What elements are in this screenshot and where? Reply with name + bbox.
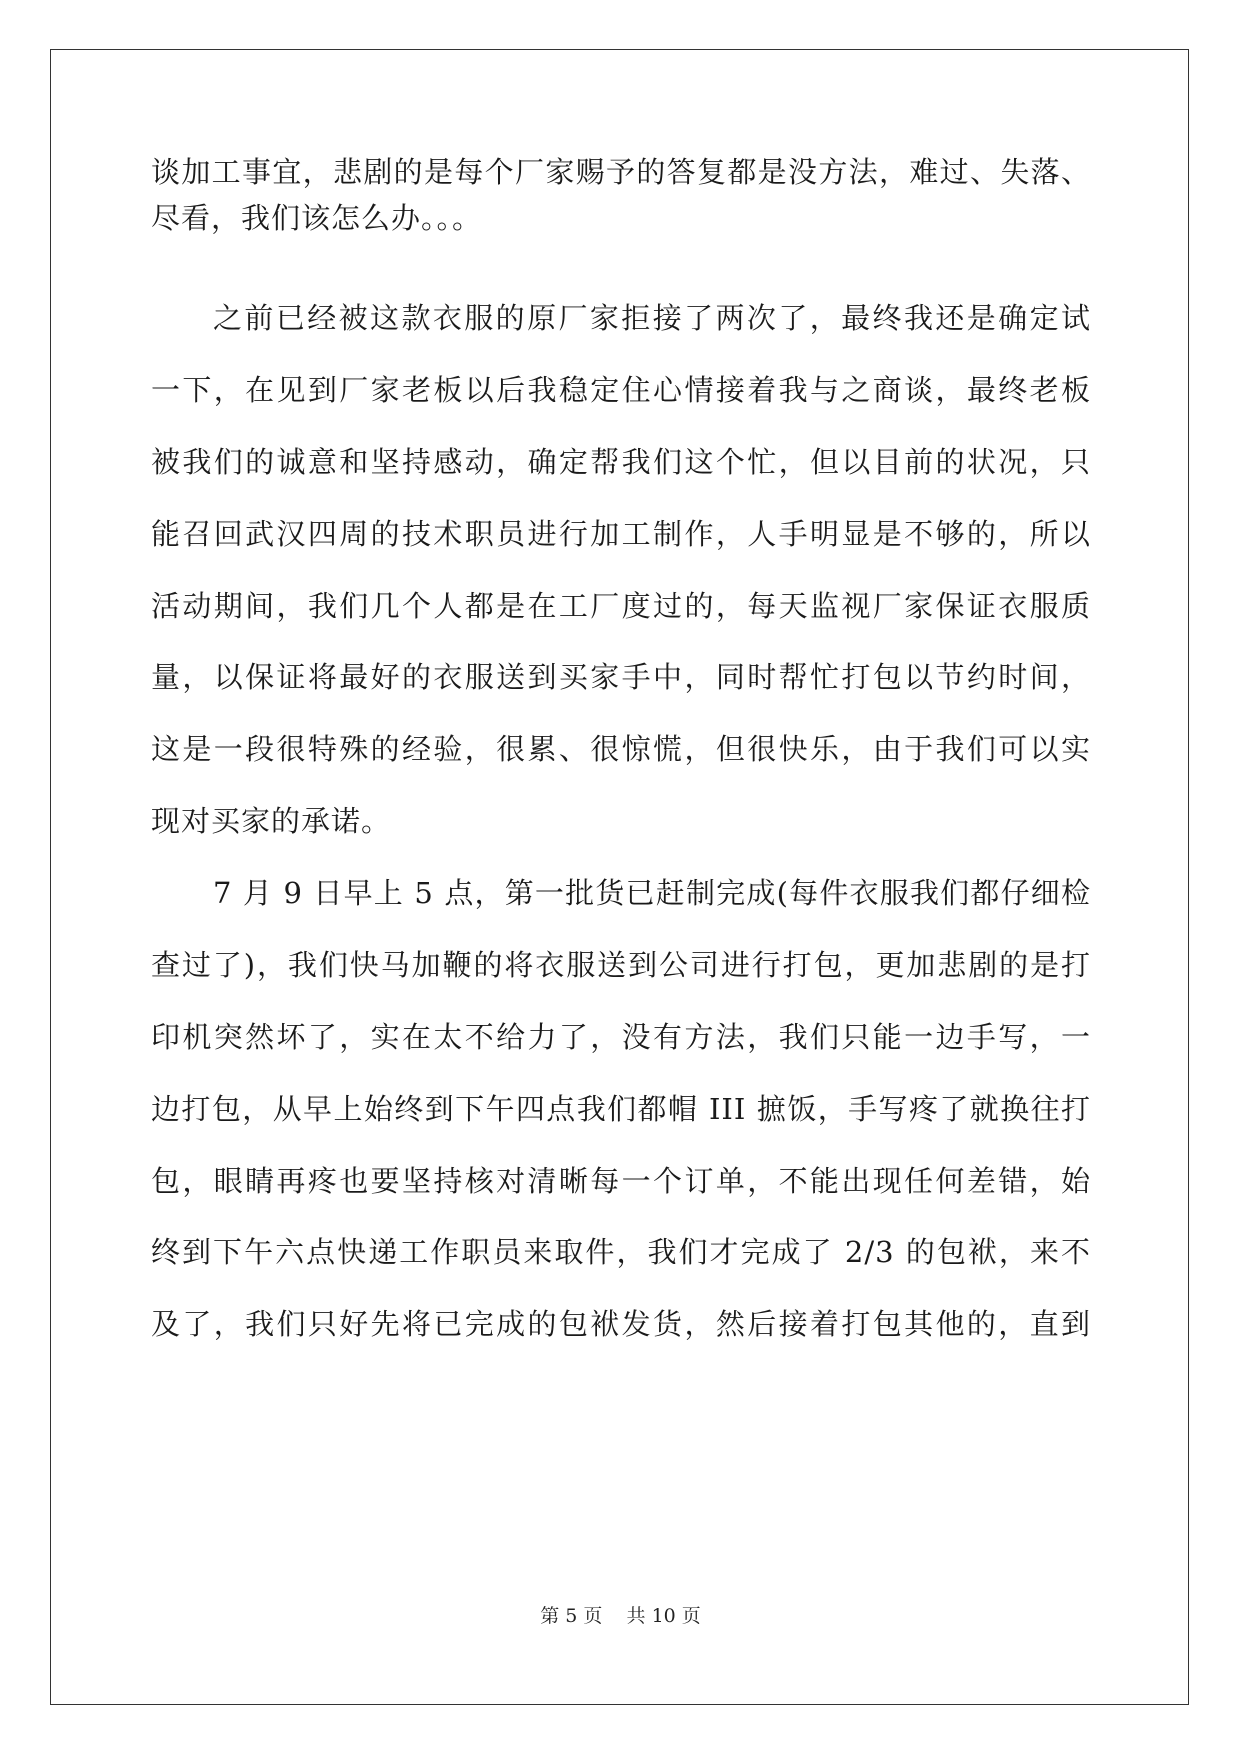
text-line: 及了，我们只好先将已完成的包袱发货，然后接着打包其他的，直到 xyxy=(151,1307,1091,1341)
text-line: 这是一段很特殊的经验，很累、很惊慌，但很快乐，由于我们可以实 xyxy=(151,732,1091,766)
text-line: 印机突然坏了，实在太不给力了，没有方法，我们只能一边手写，一 xyxy=(151,1020,1091,1054)
text-line: 活动期间，我们几个人都是在工厂度过的，每天监视厂家保证衣服质 xyxy=(151,589,1091,623)
text-line: 一下，在见到厂家老板以后我稳定住心情接着我与之商谈，最终老板 xyxy=(151,373,1091,407)
text-line: 被我们的诚意和坚持感动，确定帮我们这个忙，但以目前的状况，只 xyxy=(151,445,1091,479)
text-line: 终到下午六点快递工作职员来取件，我们才完成了 2/3 的包袱，来不 xyxy=(151,1235,1091,1269)
text-line: 之前已经被这款衣服的原厂家拒接了两次了，最终我还是确定试 xyxy=(213,301,1091,335)
text-line: 边打包，从早上始终到下午四点我们都帽 III 摭饭，手写疼了就换往打 xyxy=(151,1092,1091,1126)
text-line: 查过了)，我们快马加鞭的将衣服送到公司进行打包，更加悲剧的是打 xyxy=(151,948,1091,982)
text-line: 能召回武汉四周的技术职员进行加工制作，人手明显是不够的，所以 xyxy=(151,517,1091,551)
text-line: 谈加工事宜，悲剧的是每个厂家赐予的答复都是没方法，难过、失落、 xyxy=(151,155,1091,189)
text-line: 包，眼睛再疼也要坚持核对清晰每一个订单，不能出现任何差错，始 xyxy=(151,1164,1091,1198)
text-line: 尽看，我们该怎么办。。。 xyxy=(151,201,483,235)
text-line: 量，以保证将最好的衣服送到买家手中，同时帮忙打包以节约时间， xyxy=(151,660,1091,694)
text-line: 现对买家的承诺。 xyxy=(151,804,392,838)
page-number-footer: 第 5 页 共 10 页 xyxy=(540,1605,701,1627)
text-line: 7 月 9 日早上 5 点，第一批货已赶制完成(每件衣服我们都仔细检 xyxy=(213,876,1091,910)
